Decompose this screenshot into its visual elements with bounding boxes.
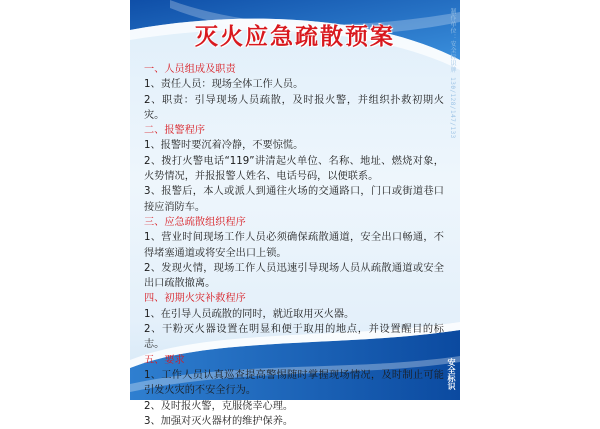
section-4-item-1: 1、在引导人员疏散的同时，就近取用灭火器。	[144, 308, 355, 320]
side-vertical-text: 制作单位：安全标识牌 130/128/147/133	[449, 8, 456, 139]
section-2-item-1: 1、报警时要沉着冷静，不要惊慌。	[144, 140, 304, 152]
section-1-item-2: 2、职责：引导现场人员疏散，及时报火警，并组织扑救初期火灾。	[144, 94, 444, 121]
section-3-item-2: 2、发现火情，现场工作人员迅速引导现场人员从疏散通道或安全出口疏散撤离。	[144, 262, 444, 290]
section-heading-2: 二、报警程序	[144, 125, 206, 137]
section-1-item-1: 1、责任人员：现场全体工作人员。	[144, 79, 304, 91]
section-5-item-3: 3、加强对灭火器材的维护保养。	[144, 415, 294, 427]
section-3-item-1: 1、营业时间现场工作人员必须确保疏散通道，安全出口畅通，不得堵塞通道或将安全出口上锁。	[144, 232, 444, 259]
section-heading-3: 三、应急疏散组织程序	[144, 216, 246, 228]
poster-title: 灭火应急疏散预案	[195, 24, 395, 50]
section-5-item-2: 2、及时报火警，克服侥幸心理。	[144, 400, 294, 412]
section-2-item-2: 2、拨打火警电话“119”讲清起火单位、名称、地址、燃烧对象，火势情况，并报报警人姓名、电话号码，以便联系。	[144, 155, 444, 183]
section-2-item-3: 3、报警后，本人或派人到通往火场的交通路口，门口或街道巷口接应消防车。	[144, 186, 444, 213]
section-5-item-1: 1、工作人员认真巡查提高警惕随时掌握现场情况，及时制止可能引发火灾的不安全行为。	[144, 369, 444, 397]
section-heading-4: 四、初期火灾补救程序	[144, 293, 246, 305]
fire-evacuation-poster	[130, 0, 460, 427]
brand-logo-text: 安全标识	[447, 358, 456, 390]
poster-content	[144, 62, 444, 429]
section-4-item-2: 2、干粉灭火器设置在明显和便于取用的地点，并设置醒目的标志。	[144, 324, 444, 351]
section-heading-5: 五、要求	[144, 354, 185, 366]
section-heading-1: 一、人员组成及职责	[144, 64, 236, 75]
